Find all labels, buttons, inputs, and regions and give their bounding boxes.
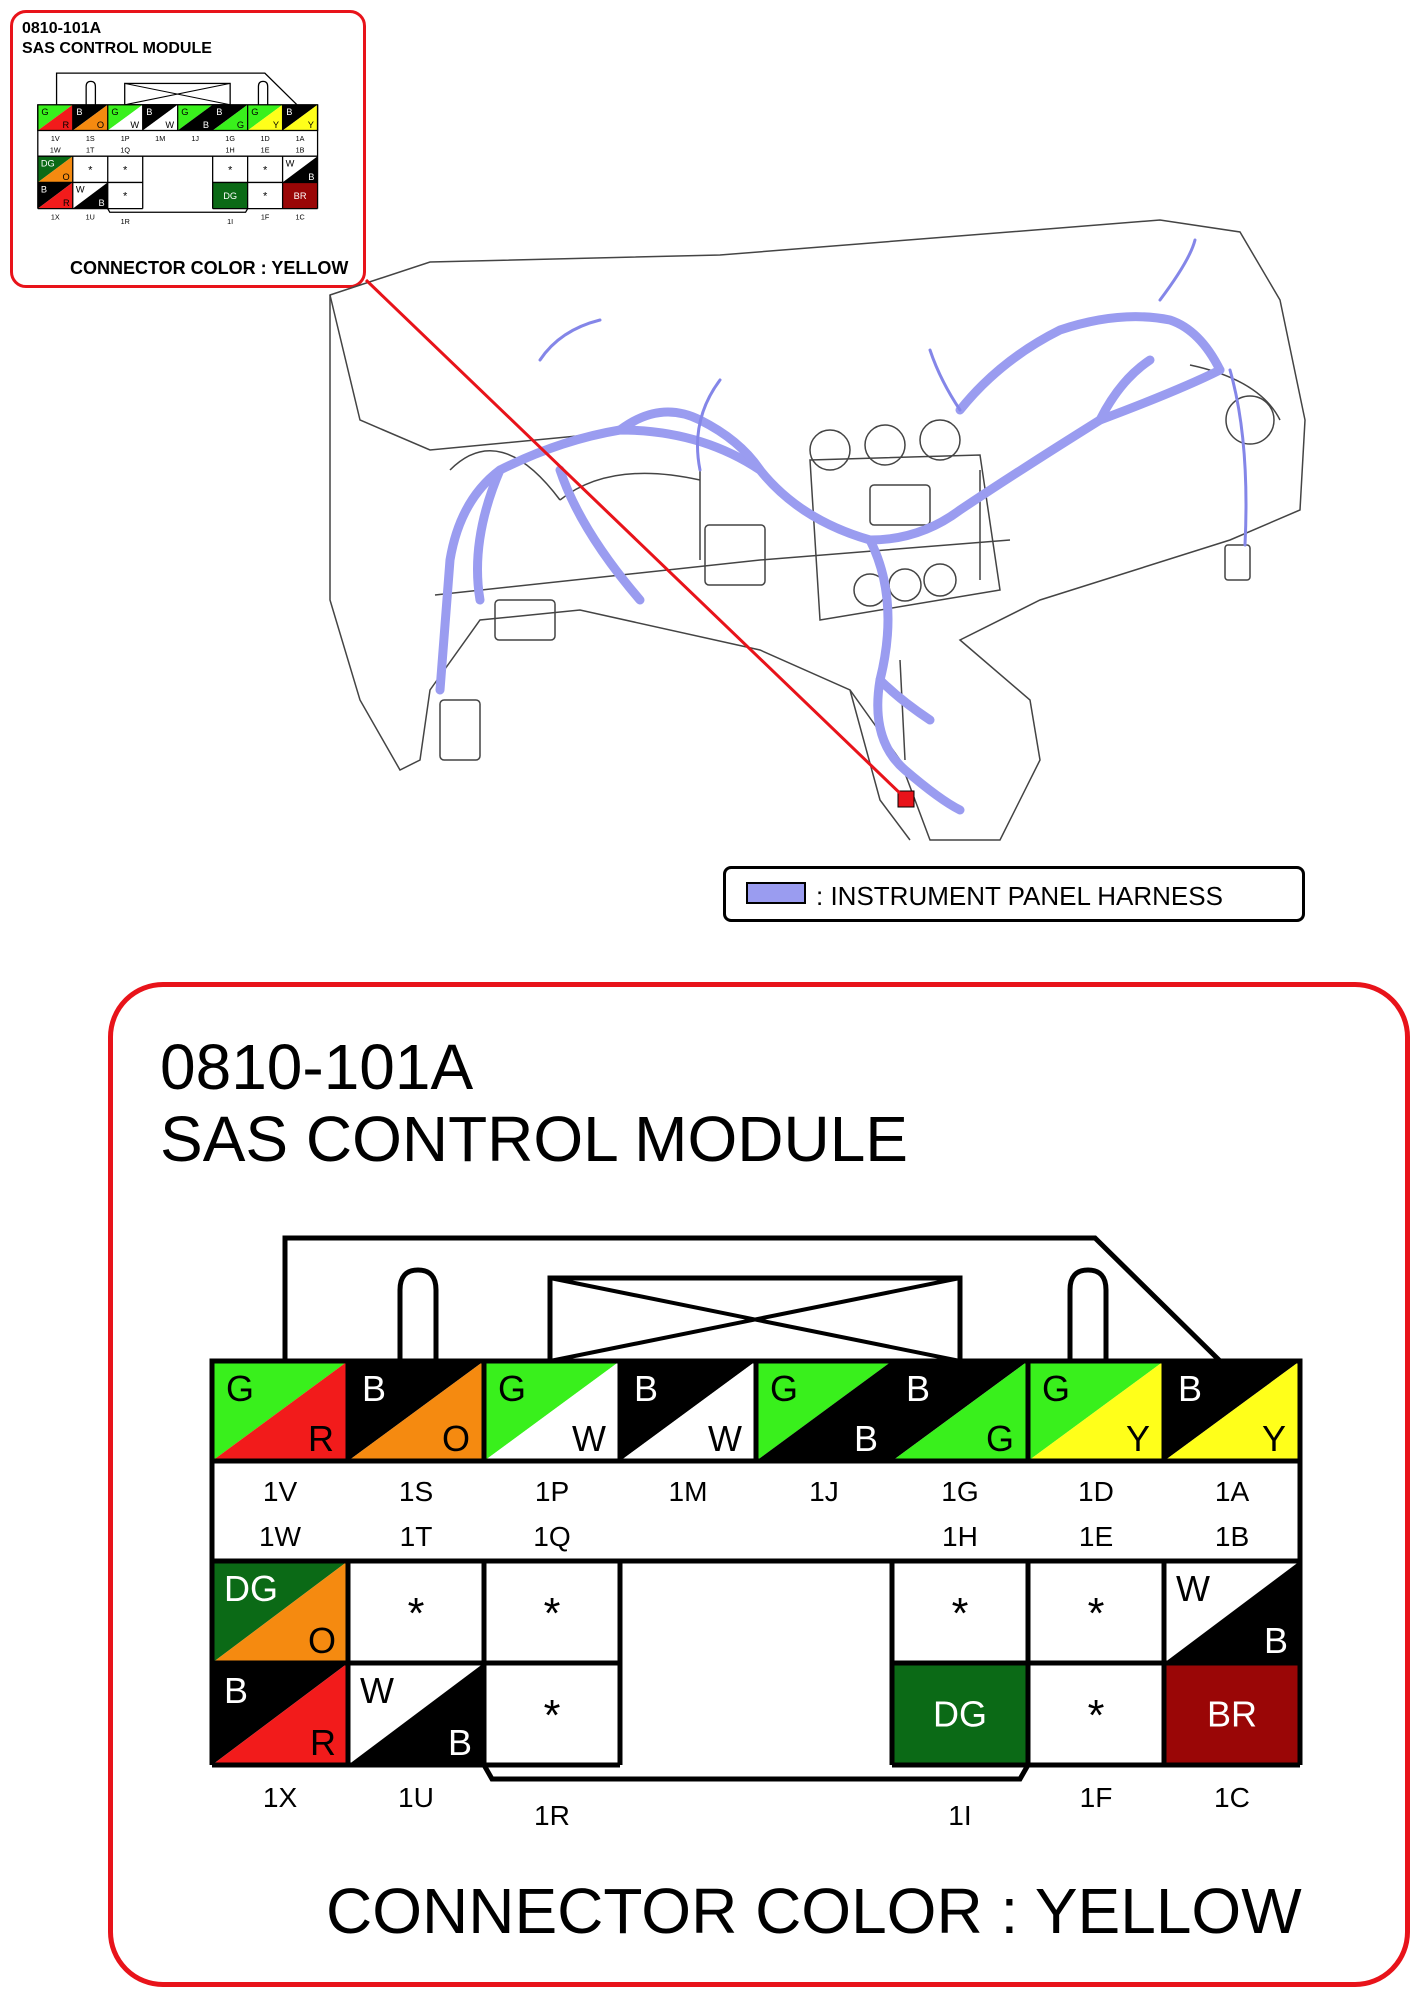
pin-wire-color-stripe: O	[441, 1418, 470, 1459]
pin-wire-color-stripe: Y	[272, 119, 279, 130]
small-connector-code: 0810-101A	[22, 20, 102, 37]
pin-number-label: 1T	[399, 1521, 433, 1552]
pin-number-label: 1H	[942, 1521, 978, 1552]
pin-number-label: 1A	[295, 133, 305, 143]
pin-number-label: 1J	[809, 1476, 839, 1507]
connector-latch-left	[400, 1270, 436, 1361]
pin-wire-color-stripe: R	[310, 1722, 336, 1763]
pin-number-label: 1I	[948, 1800, 972, 1831]
pin-wire-color-stripe: B	[202, 119, 210, 130]
small-connector-color-text: CONNECTOR COLOR : YELLOW	[70, 258, 349, 278]
pin-wire-color-primary: DG	[224, 1568, 278, 1609]
pin-unused-mark: *	[543, 1692, 561, 1741]
pin-number-label: 1F	[260, 212, 270, 222]
pin-number-label: 1J	[191, 133, 199, 143]
pin-number-label: 1G	[941, 1476, 979, 1507]
pin-wire-color-stripe: W	[572, 1418, 606, 1459]
pin-wire-color-stripe: W	[165, 119, 175, 130]
pin-wire-color-stripe: R	[308, 1418, 334, 1459]
pin-wire-color-primary: BR	[293, 190, 307, 201]
pin-wire-color-stripe: B	[98, 198, 105, 209]
pin-wire-color-primary: W	[1176, 1568, 1210, 1609]
pin-wire-color-primary: B	[76, 107, 83, 118]
pin-wire-color-primary: G	[770, 1368, 799, 1409]
pin-wire-color-stripe: W	[708, 1418, 742, 1459]
pin-wire-color-primary: G	[181, 107, 189, 118]
pin-wire-color-primary: G	[41, 107, 49, 118]
pin-wire-color-primary: B	[634, 1368, 659, 1409]
pin-wire-color-stripe: O	[62, 171, 70, 182]
connector-face-diagram	[200, 1218, 1320, 1838]
pin-number-label: 1U	[398, 1782, 434, 1813]
pin-wire-color-primary: W	[360, 1670, 394, 1711]
connector-latch-right	[1070, 1270, 1106, 1361]
pin-number-label: 1C	[1214, 1782, 1250, 1813]
pin-number-label: 1Q	[533, 1521, 571, 1552]
pin-unused-mark: *	[262, 164, 268, 177]
pin-number-label: 1R	[120, 217, 130, 227]
pin-number-label: 1S	[85, 133, 95, 143]
pin-wire-color-stripe: G	[236, 119, 245, 130]
pin-number-label: 1X	[50, 212, 60, 222]
connector-housing-outline	[285, 1238, 1220, 1361]
pin-unused-mark: *	[543, 1590, 561, 1639]
pin-number-label: 1G	[225, 133, 235, 143]
pin-unused-mark: *	[88, 164, 93, 177]
connector-color-text: CONNECTOR COLOR : YELLOW	[326, 1875, 1302, 1947]
pin-number-label: 1P	[534, 1476, 570, 1507]
pin-number-label: 1R	[534, 1800, 570, 1831]
pin-wire-color-primary: G	[498, 1368, 527, 1409]
connector-name: SAS CONTROL MODULE	[160, 1103, 908, 1175]
pin-wire-color-stripe: Y	[1261, 1418, 1286, 1459]
pin-wire-color-stripe: Y	[307, 119, 314, 130]
pin-number-label: 1V	[50, 133, 60, 143]
pin-number-label: 1V	[262, 1476, 298, 1507]
pin-wire-color-stripe: R	[62, 198, 70, 209]
pin-wire-color-primary: G	[1042, 1368, 1071, 1409]
pin-label-band	[212, 1461, 1300, 1561]
pin-number-label: 1M	[668, 1476, 708, 1507]
pin-unused-mark: *	[1087, 1590, 1105, 1639]
pin-wire-color-stripe: B	[308, 171, 315, 182]
pin-wire-color-primary: B	[1178, 1368, 1203, 1409]
pin-wire-color-primary: DG	[40, 158, 55, 169]
pin-wire-color-stripe: B	[1263, 1620, 1288, 1661]
harness-legend	[723, 866, 1305, 922]
callout-leader-line	[366, 280, 906, 799]
pin-number-label: 1P	[120, 133, 130, 143]
pin-number-label: 1C	[295, 212, 305, 222]
pin-number-label: 1B	[1214, 1521, 1250, 1552]
pin-unused-mark: *	[262, 190, 268, 203]
pin-wire-color-stripe: O	[307, 1620, 336, 1661]
pin-unused-mark: *	[1087, 1692, 1105, 1741]
pin-wire-color-primary: B	[40, 184, 48, 195]
connector-code: 0810-101A	[160, 1031, 474, 1103]
pin-number-label: 1I	[227, 217, 234, 227]
dashboard-illustration	[0, 0, 1423, 900]
pin-number-label: 1T	[86, 145, 95, 155]
pin-wire-color-stripe: R	[62, 119, 70, 130]
pin-wire-color-primary: G	[226, 1368, 255, 1409]
pin-wire-color-primary: W	[285, 158, 295, 169]
pin-unused-mark: *	[123, 190, 128, 203]
pin-unused-mark: *	[407, 1590, 425, 1639]
pin-number-label: 1Q	[120, 145, 131, 155]
pin-number-label: 1X	[262, 1782, 298, 1813]
small-connector-name: SAS CONTROL MODULE	[22, 40, 212, 57]
pin-number-label: 1D	[1078, 1476, 1114, 1507]
pin-wire-color-stripe: Y	[1125, 1418, 1150, 1459]
pin-wire-color-primary: B	[224, 1670, 249, 1711]
pin-wire-color-stripe: B	[853, 1418, 878, 1459]
pin-wire-color-stripe: O	[96, 119, 105, 130]
pin-wire-color-primary: G	[251, 107, 259, 118]
pin-wire-color-primary: BR	[1206, 1693, 1258, 1735]
pin-number-label: 1D	[260, 133, 270, 143]
pin-number-label: 1U	[85, 212, 95, 222]
pin-number-label: 1A	[1214, 1476, 1250, 1507]
harness-legend-label: : INSTRUMENT PANEL HARNESS	[816, 881, 1223, 911]
pin-wire-color-stripe: W	[130, 119, 140, 130]
pin-number-label: 1S	[398, 1476, 434, 1507]
pin-wire-color-stripe: G	[985, 1418, 1014, 1459]
pin-wire-color-primary: G	[111, 107, 119, 118]
pin-wire-color-primary: B	[362, 1368, 387, 1409]
pin-number-label: 1F	[1079, 1782, 1113, 1813]
pin-unused-mark: *	[951, 1590, 969, 1639]
pin-wire-color-primary: B	[286, 107, 293, 118]
pin-number-label: 1E	[1078, 1521, 1114, 1552]
pin-number-label: 1W	[258, 1521, 302, 1552]
pin-wire-color-primary: B	[906, 1368, 931, 1409]
pin-wire-color-primary: W	[75, 184, 85, 195]
pin-wire-color-primary: DG	[933, 1693, 987, 1735]
pin-wire-color-primary: B	[216, 107, 223, 118]
pin-number-label: 1E	[260, 145, 270, 155]
pin-number-label: 1M	[155, 133, 166, 143]
pin-unused-mark: *	[227, 164, 233, 177]
pin-unused-mark: *	[123, 164, 128, 177]
pin-number-label: 1H	[225, 145, 235, 155]
pin-wire-color-primary: B	[146, 107, 153, 118]
pin-number-label: 1W	[49, 145, 61, 155]
pin-number-label: 1B	[295, 145, 305, 155]
pin-wire-color-primary: DG	[223, 190, 238, 201]
pin-wire-color-stripe: B	[447, 1722, 472, 1763]
harness-legend-swatch	[746, 882, 806, 904]
